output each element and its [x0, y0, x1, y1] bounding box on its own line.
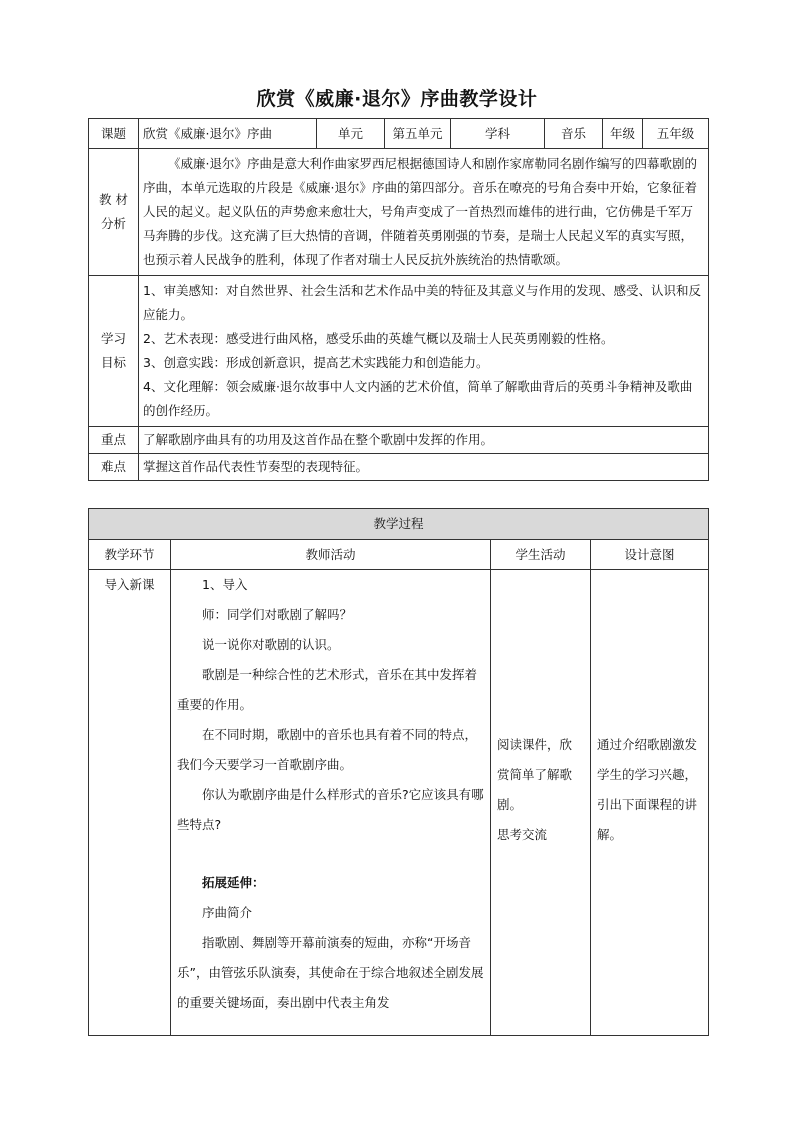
teacher-paragraph: 说一说你对歌剧的认识。 — [202, 637, 340, 652]
teacher-paragraph: 歌剧是一种综合性的艺术形式，音乐在其中发挥着重要的作用。 — [177, 667, 478, 712]
extension-paragraph: 指歌剧、舞剧等开幕前演奏的短曲，亦称“开场音乐”，由管弦乐队演奏，其使命在于综合地叙述全剧发展的重要关键场面，奏出剧中代表主角发 — [177, 935, 484, 1010]
design-intent — [591, 570, 709, 1036]
grade-label: 年级 — [603, 119, 643, 149]
subject-value: 音乐 — [545, 119, 603, 149]
unit-label: 单元 — [317, 119, 385, 149]
subject-label: 学科 — [451, 119, 545, 149]
column-header: 学生活动 — [491, 540, 591, 570]
unit-value: 第五单元 — [385, 119, 451, 149]
topic-label: 课题 — [89, 119, 139, 149]
process-header: 教学过程 — [89, 509, 709, 540]
difficulty-text: 掌握这首作品代表性节奏型的表现特征。 — [139, 454, 709, 481]
student-paragraph: 思考交流 — [497, 827, 548, 842]
teacher-paragraph: 师：同学们对歌剧了解吗？ — [202, 607, 353, 622]
column-header: 教学环节 — [89, 540, 171, 570]
topic-value: 欣赏《威廉·退尔》序曲 — [139, 119, 317, 149]
learning-goals-label: 学习 目标 — [89, 276, 139, 427]
material-analysis-label: 教 材 分析 — [89, 149, 139, 276]
key-point-text: 了解歌剧序曲具有的功用及这首作品在整个歌剧中发挥的作用。 — [139, 427, 709, 454]
learning-goal-item: 2、艺术表现：感受进行曲风格，感受乐曲的英雄气概以及瑞士人民英勇刚毅的性格。 — [143, 331, 614, 346]
extension-paragraph: 序曲简介 — [202, 905, 253, 920]
column-header: 设计意图 — [591, 540, 709, 570]
teacher-paragraph: 你认为歌剧序曲是什么样形式的音乐?它应该具有哪些特点? — [177, 787, 484, 832]
info-table — [88, 118, 709, 481]
student-activity — [491, 570, 591, 1036]
teacher-paragraph: 在不同时期，歌剧中的音乐也具有着不同的特点，我们今天要学习一首歌剧序曲。 — [177, 727, 478, 772]
student-paragraph: 阅读课件，欣赏简单了解歌剧。 — [497, 737, 573, 812]
difficulty-label: 难点 — [89, 454, 139, 481]
learning-goal-item: 3、创意实践：形成创新意识，提高艺术实践能力和创造能力。 — [143, 355, 489, 370]
extension-title: 拓展延伸： — [202, 875, 265, 890]
teacher-paragraph: 1、导入 — [202, 577, 248, 592]
intent-paragraph: 通过介绍歌剧激发学生的学习兴趣，引出下面课程的讲解。 — [597, 737, 698, 842]
learning-goals-list — [139, 276, 709, 427]
teacher-activity — [171, 570, 491, 1036]
section-label: 导入新课 — [89, 570, 171, 1036]
column-header: 教师活动 — [171, 540, 491, 570]
learning-goal-item: 4、文化理解：领会威廉·退尔故事中人文内涵的艺术价值，简单了解歌曲背后的英勇斗争精神及歌曲的创作经历。 — [143, 379, 693, 418]
material-analysis-text: 《威廉·退尔》序曲是意大利作曲家罗西尼根据德国诗人和剧作家席勒同名剧作编写的四幕歌剧的序曲，本单元选取的片段是《威廉·退尔》序曲的第四部分。音乐在嘹亮的号角合奏中开始，它象征着人民的起义。起义队伍的声势愈来愈壮大，号角声变成了一首热烈而雄伟的进行曲，它仿佛是千军万马奔腾的步伐。这充满了巨大热情的音调，伴随着英勇刚强的节奏，是瑞士人民起义军的真实写照，也预示着人民战争的胜利，体现了作者对瑞士人民反抗外族统治的热情歌颂。 — [139, 149, 709, 276]
key-point-label: 重点 — [89, 427, 139, 454]
grade-value: 五年级 — [643, 119, 709, 149]
page-title: 欣赏《威廉·退尔》序曲教学设计 — [256, 88, 538, 110]
process-table — [88, 508, 709, 1036]
learning-goal-item: 1、审美感知：对自然世界、社会生活和艺术作品中美的特征及其意义与作用的发现、感受、认识和反应能力。 — [143, 283, 701, 322]
